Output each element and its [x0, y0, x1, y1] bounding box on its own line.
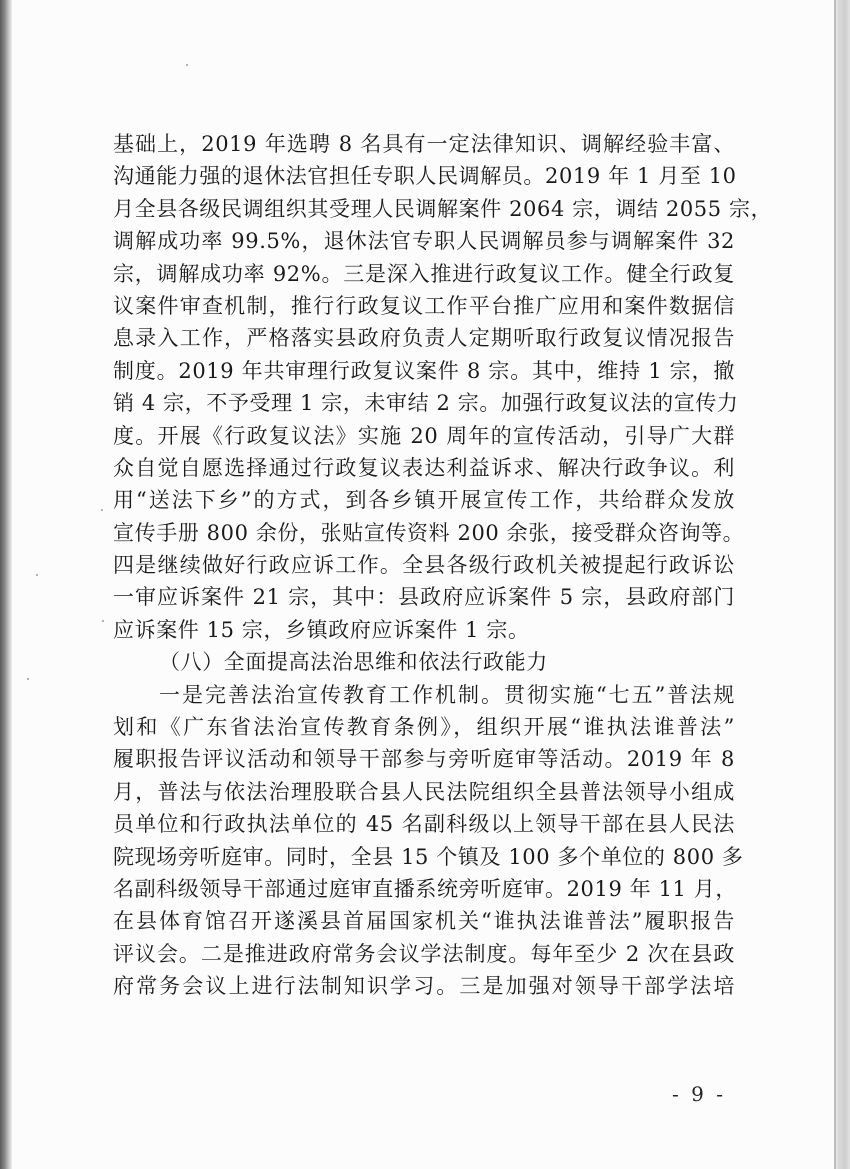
- text-line: 宗，调解成功率 92%。三是深入推进行政复议工作。健全行政复: [113, 261, 735, 286]
- text-line: 度。开展《行政复议法》实施 20 周年的宣传活动，引导广大群: [113, 423, 735, 448]
- text-line: 划和《广东省法治宣传教育条例》，组织开展“谁执法谁普法”: [113, 715, 735, 740]
- text-line: 议案件审查机制，推行行政复议工作平台推广应用和案件数据信: [113, 293, 735, 318]
- text-line: 月，普法与依法治理股联合县人民法院组织全县普法领导小组成: [113, 779, 735, 804]
- text-line: 履职报告评议活动和领导干部参与旁听庭审等活动。2019 年 8: [113, 747, 735, 772]
- text-line: 宣传手册 800 余份，张贴宣传资料 200 余张，接受群众咨询等。: [113, 520, 745, 545]
- text-line: 调解成功率 99.5%，退休法官专职人民调解员参与调解案件 32: [113, 229, 735, 254]
- page-number: - 9 -: [672, 1082, 726, 1106]
- text-line: 用“送法下乡”的方式，到各乡镇开展宣传工作，共给群众发放: [113, 488, 735, 513]
- text-line: 基础上，2019 年选聘 8 名具有一定法律知识、调解经验丰富、: [113, 132, 735, 156]
- text-line: 沟通能力强的退休法官担任专职人民调解员。2019 年 1 月至 10: [113, 164, 737, 189]
- text-line: 一审应诉案件 21 宗，其中：县政府应诉案件 5 宗，县政府部门: [113, 585, 735, 610]
- text-line: 院现场旁听庭审。同时，全县 15 个镇及 100 多个单位的 800 多: [113, 844, 744, 869]
- text-line: 众自觉自愿选择通过行政复议表达利益诉求、解决行政争议。利: [113, 455, 735, 480]
- text-line: 在县体育馆召开遂溪县首届国家机关“谁执法谁普法”履职报告: [113, 909, 735, 934]
- text-line: 月全县各级民调组织其受理人民调解案件 2064 宗，调结 2055 宗，: [113, 196, 773, 221]
- text-line: 府常务会议上进行法制知识学习。三是加强对领导干部学法培: [113, 974, 735, 999]
- text-line: 四是继续做好行政应诉工作。全县各级行政机关被提起行政诉讼: [113, 553, 735, 578]
- scan-speck: [186, 64, 188, 66]
- binding-edge-shadow: [0, 0, 12, 1169]
- scan-speck: [101, 509, 103, 511]
- section-heading: （八）全面提高法治思维和依法行政能力: [159, 650, 548, 675]
- text-line: 销 4 宗，不予受理 1 宗，未审结 2 宗。加强行政复议法的宣传力: [113, 391, 739, 416]
- scan-speck: [36, 574, 38, 576]
- text-line: 一是完善法治宣传教育工作机制。贯彻实施“七五”普法规: [159, 682, 735, 707]
- text-line: 评议会。二是推进政府常务会议学法制度。每年至少 2 次在县政: [113, 941, 735, 966]
- text-line: 息录入工作，严格落实县政府负责人定期听取行政复议情况报告: [113, 326, 735, 351]
- scan-speck: [27, 678, 29, 680]
- document-body-text: [113, 128, 773, 1003]
- scan-speck: [102, 620, 104, 622]
- page-edge-shadow: [834, 0, 850, 1169]
- text-line: 制度。2019 年共审理行政复议案件 8 宗。其中，维持 1 宗，撤: [113, 358, 735, 383]
- text-line: 应诉案件 15 宗，乡镇政府应诉案件 1 宗。: [113, 617, 530, 642]
- text-line: 名副科级领导干部通过庭审直播系统旁听庭审。2019 年 11 月，: [113, 876, 737, 901]
- text-line: 员单位和行政执法单位的 45 名副科级以上领导干部在县人民法: [113, 812, 735, 837]
